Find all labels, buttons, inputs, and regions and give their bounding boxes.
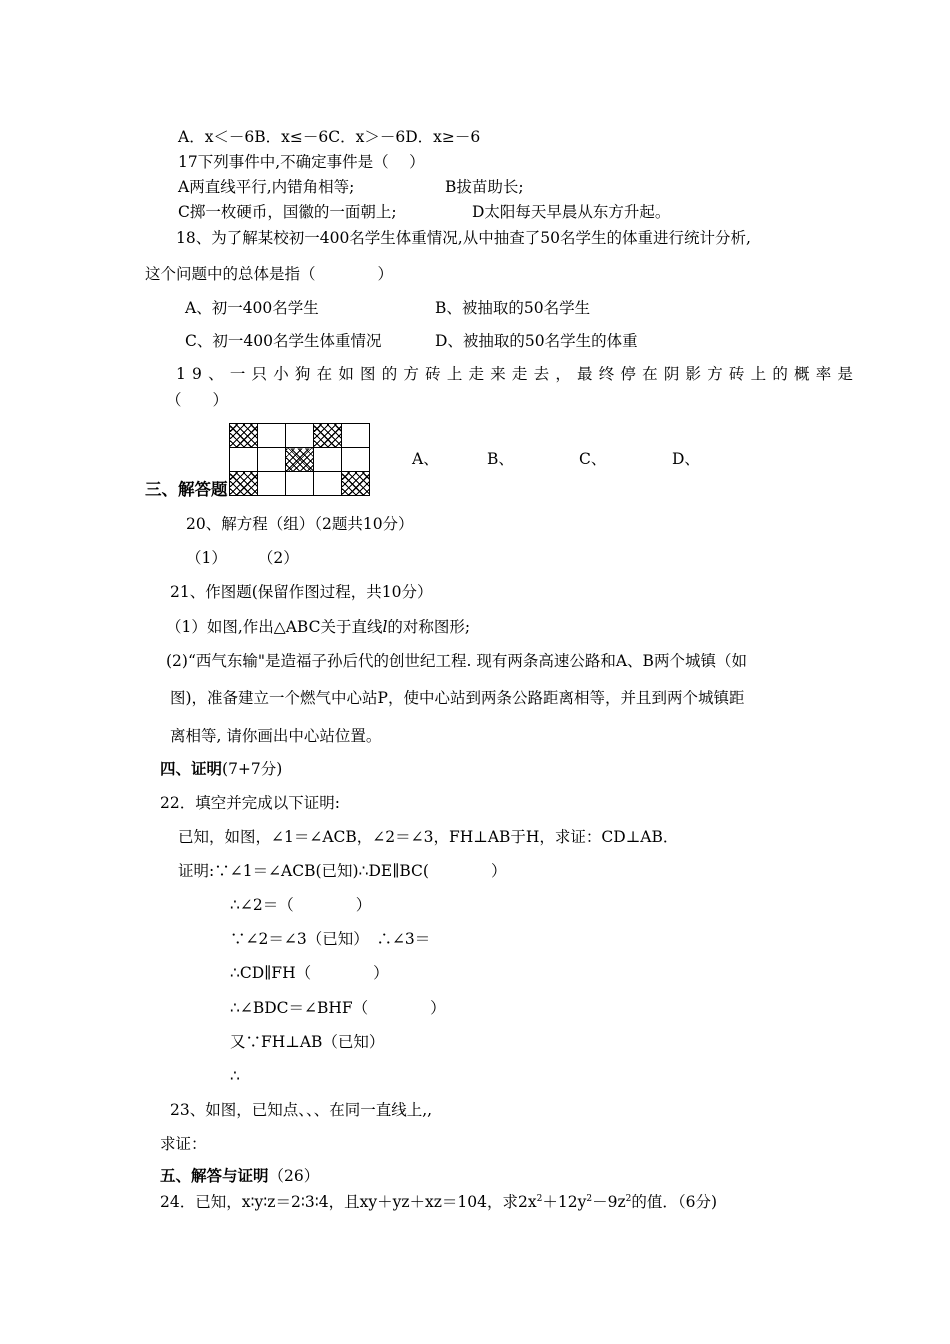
q19-option-d: D、 [672,450,700,468]
q22-proof-line-2: ∴∠2＝（ ） [230,896,372,914]
q16-options: A．x＜－6B．x≤－6C．x＞－6D．x≥－6 [178,128,481,146]
q22-proof-line-3: ∵∠2＝∠3（已知） ∴∠3＝ [230,930,431,948]
q19-answer-paren: （ ） [166,391,229,409]
section-5-score: （26） [268,1167,320,1185]
q21-part-1-text-end: 的对称图形; [387,618,471,636]
q17-option-a: A两直线平行,内错角相等; [178,178,355,196]
q24-text-mid-2: －9z [592,1193,626,1211]
q18-option-c: C、初一400名学生体重情况 [185,332,382,350]
section-5-heading [160,1166,319,1186]
plain-tile [314,448,342,472]
q21-part-1-text: （1）如图,作出△ABC关于直线 [166,618,383,636]
q18-stem: 18、为了解某校初一400名学生体重情况,从中抽查了50名学生的体重进行统计分析, [176,229,751,247]
section-4-heading [160,759,282,779]
q22-proof-line-6: 又∵FH⊥AB（已知） [230,1033,385,1051]
q22-proof-line-4: ∴CD∥FH（ ） [230,964,389,982]
section-5-title: 五、解答与证明 [160,1167,269,1185]
q17-option-c: C掷一枚硬币，国徽的一面朝上; [178,203,397,221]
q23-prove: 求证： [160,1135,207,1153]
q19-option-a: A、 [412,450,439,468]
q20-parts: （1） （2） [186,549,299,567]
q23-stem: 23、如图，已知点、、、在同一直线上,, [170,1101,433,1119]
tile-grid-figure [229,423,370,496]
q19-option-b: B、 [487,450,514,468]
shaded-tile [230,472,258,496]
plain-tile [258,424,286,448]
plain-tile [286,424,314,448]
plain-tile [286,472,314,496]
section-3-heading: 三、解答题 [145,480,228,499]
q22-proof-line-7: ∴ [230,1067,240,1085]
q18-option-d: D、被抽取的50名学生的体重 [435,332,638,350]
q18-option-b: B、被抽取的50名学生 [435,299,591,317]
q24-stem [160,1192,717,1212]
plain-tile [342,448,370,472]
q20-stem: 20、解方程（组）（2题共10分） [186,515,414,533]
q22-stem: 22．填空并完成以下证明: [160,794,340,812]
plain-tile [342,424,370,448]
exponent: 2 [536,1194,543,1204]
section-4-score: (7+7分) [222,760,283,778]
q21-part-1 [166,617,470,637]
q22-given: 已知，如图，∠1＝∠ACB，∠2＝∠3，FH⊥AB于H，求证：CD⊥AB． [178,828,679,846]
q24-text-mid-1: ＋12y [542,1193,587,1211]
plain-tile [258,472,286,496]
shaded-tile [230,424,258,448]
shaded-tile [286,448,314,472]
plain-tile [314,472,342,496]
shaded-tile [314,424,342,448]
shaded-tile [342,472,370,496]
q24-text-start: 24．已知，x∶y∶z＝2∶3∶4，且xy＋yz＋xz＝104，求2x [160,1193,537,1211]
q18-stem-continued: 这个问题中的总体是指（ ） [145,265,394,283]
exponent: 2 [625,1194,632,1204]
q21-part-2-line-3: 离相等, 请你画出中心站位置。 [170,727,382,745]
section-4-title: 四、证明 [160,760,223,778]
q21-part-2-line-2: 图)，准备建立一个燃气中心站P，使中心站到两条公路距离相等，并且到两个城镇距 [170,689,745,707]
plain-tile [258,448,286,472]
q22-proof-line-1: 证明:∵∠1＝∠ACB(已知)∴DE∥BC( ） [178,862,507,880]
line-l-symbol: l [382,618,388,636]
q19-option-c: C、 [579,450,607,468]
q17-option-b: B拔苗助长; [445,178,524,196]
q18-option-a: A、初一400名学生 [185,299,319,317]
q24-text-end: 的值．（6分) [631,1193,718,1211]
q19-stem: 19、一只小狗在如图的方砖上走来走去，最终停在阴影方砖上的概率是 [176,365,860,383]
exponent: 2 [586,1194,593,1204]
q22-proof-line-5: ∴∠BDC＝∠BHF（ ） [230,999,446,1017]
q17-stem: 17下列事件中,不确定事件是（ ） [178,153,425,171]
plain-tile [230,448,258,472]
q21-part-2-line-1: (2)“西气东输"是造福子孙后代的创世纪工程. 现有两条高速公路和A、B两个城镇（如 [166,652,747,670]
q17-option-d: D太阳每天早晨从东方升起。 [472,203,671,221]
q21-stem: 21、作图题(保留作图过程，共10分） [170,583,433,601]
